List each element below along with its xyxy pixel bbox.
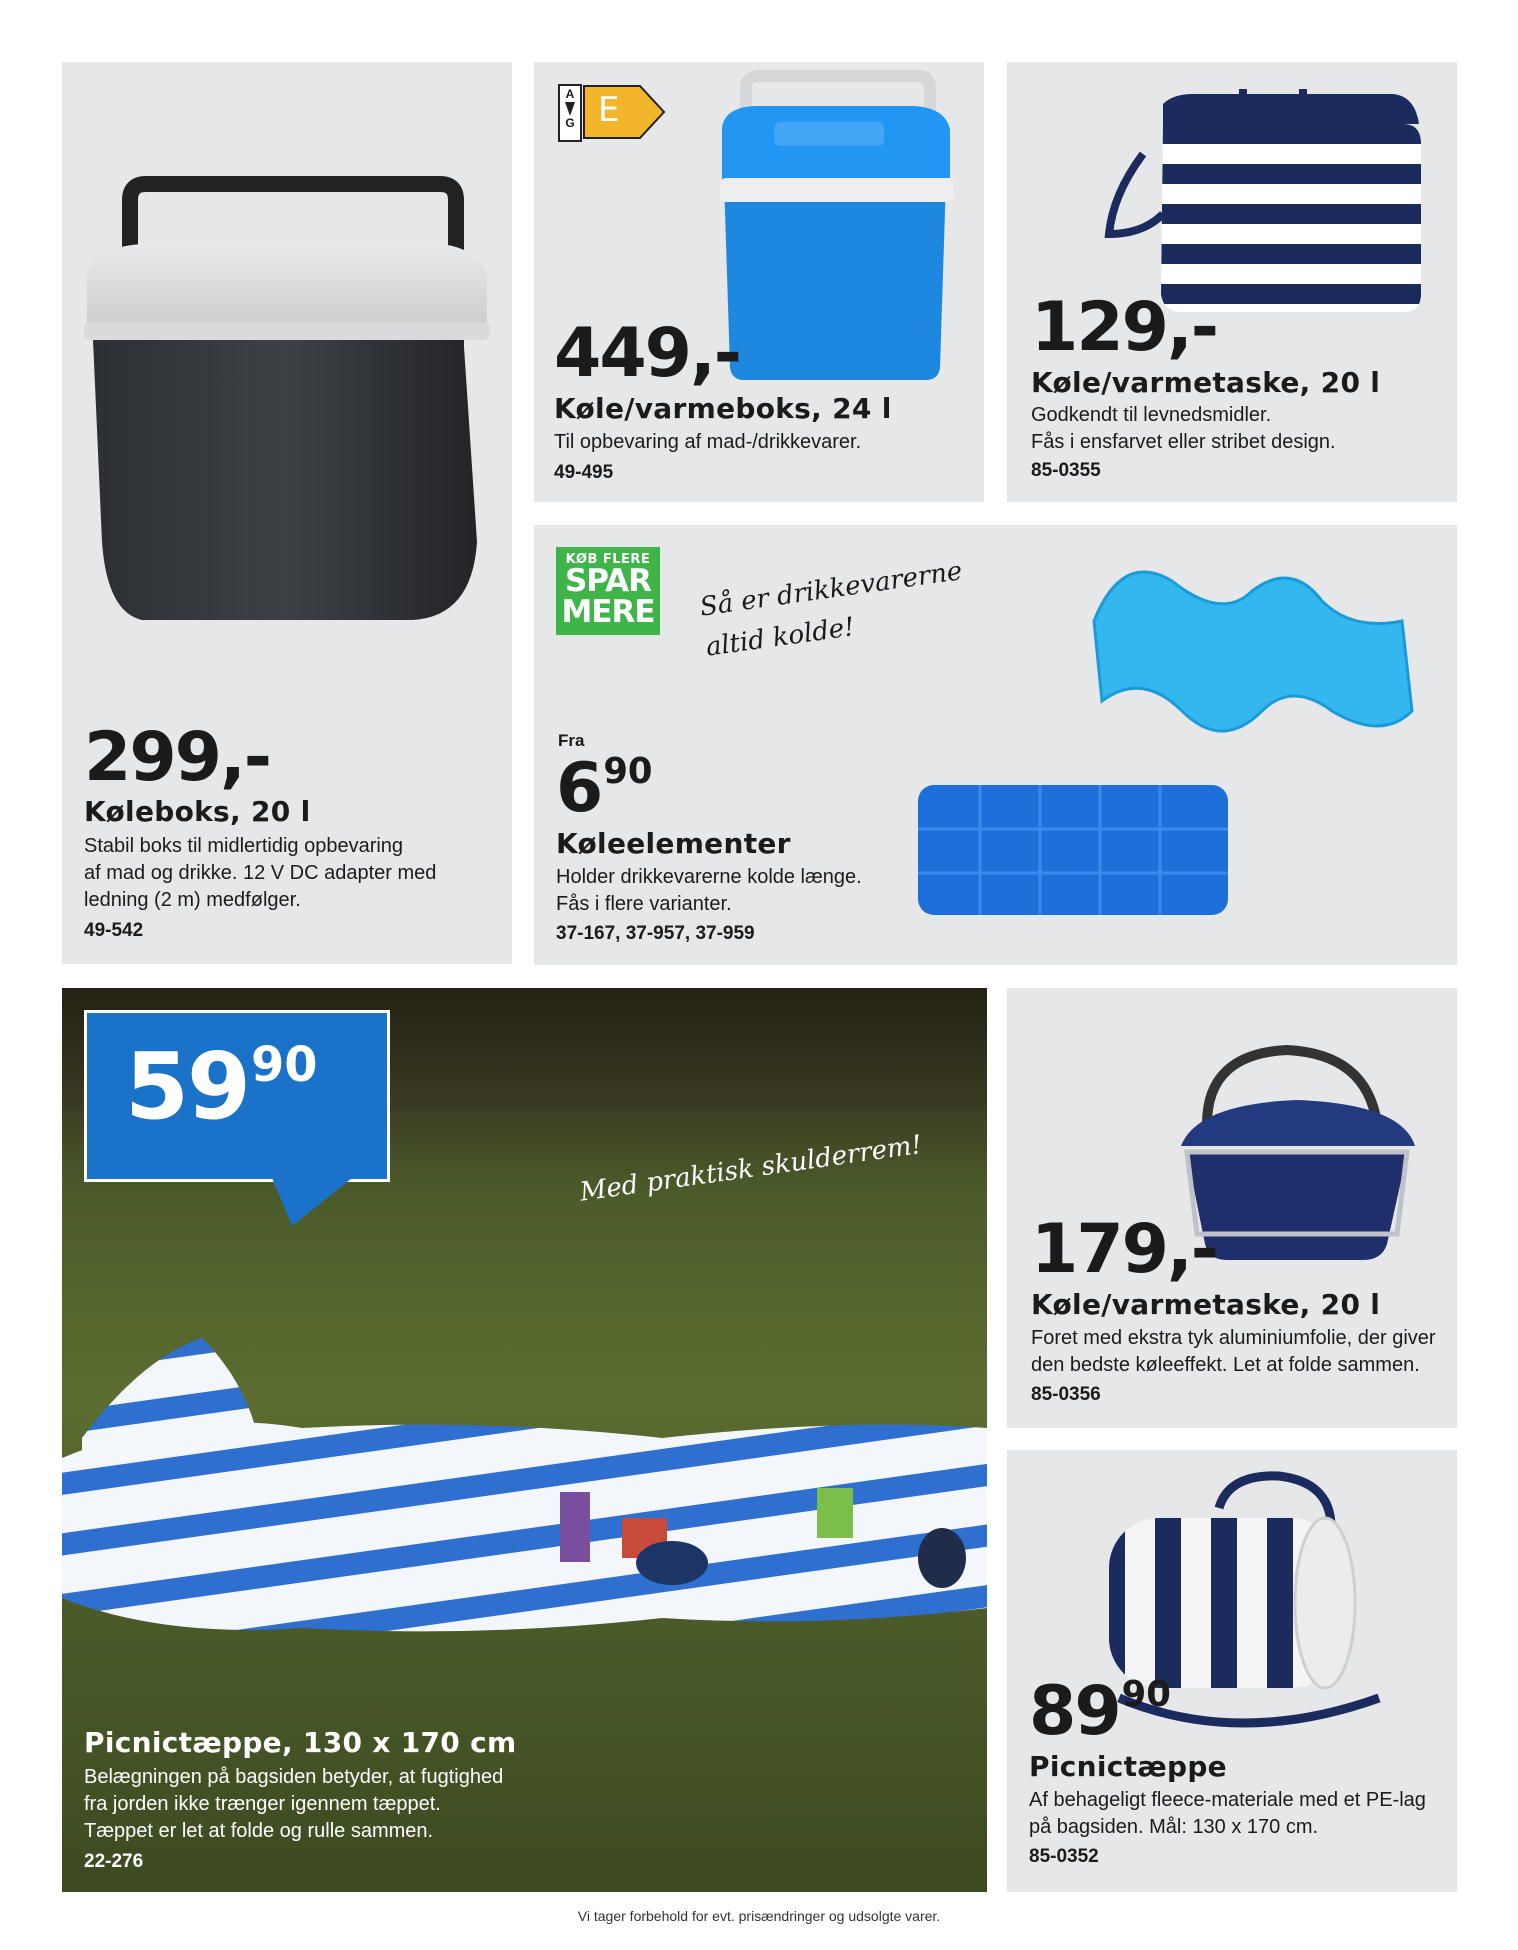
product-title: Picnictæppe — [1029, 1750, 1227, 1783]
product-card-picnic-blanket-photo[interactable] — [62, 988, 987, 1892]
price — [125, 1033, 318, 1140]
product-description-line: Til opbevaring af mad-/drikkevarer. — [554, 431, 862, 453]
tagline-line: Så er drikkevarerne — [698, 556, 965, 623]
price-integer: 89 — [1029, 1672, 1120, 1751]
product-title: Køleelementer — [556, 827, 791, 860]
product-title: Køle/varmetaske, 20 l — [1031, 1288, 1381, 1321]
buy-more-save-more-badge — [556, 547, 660, 635]
price-decimals: 90 — [1121, 1674, 1171, 1716]
block-ice-pack-image — [910, 777, 1240, 927]
product-description-line: fra jorden ikke trænger igennem tæppet. — [84, 1793, 441, 1815]
price-from-label: Fra — [558, 731, 585, 750]
product-description-line: Holder drikkevarerne kolde længe. — [556, 866, 862, 888]
badge-line: KØB FLERE — [565, 552, 651, 567]
product-description-line: af mad og drikke. 12 V DC adapter med — [84, 862, 437, 884]
wave-ice-pack-image — [1082, 551, 1422, 751]
price-decimals: 90 — [251, 1037, 318, 1093]
price-integer: 6 — [556, 749, 602, 828]
product-description-line: Stabil boks til midlertidig opbevaring — [84, 835, 404, 857]
price — [1029, 1672, 1171, 1751]
product-sku: 85-0355 — [1031, 460, 1101, 481]
energy-scale-top: A — [565, 87, 575, 101]
disclaimer-footnote: Vi tager forbehold for evt. prisændringer og udsolgte varer. — [577, 1908, 941, 1924]
energy-scale-arrow-icon — [565, 102, 575, 116]
product-description-line: Foret med ekstra tyk aluminiumfolie, der giver — [1031, 1327, 1436, 1349]
coolbox-black-image — [62, 172, 512, 692]
product-sku: 85-0352 — [1029, 1846, 1099, 1867]
energy-label — [558, 84, 662, 140]
product-description-line: Godkendt til levnedsmidler. — [1031, 404, 1272, 426]
price: 179,- — [1031, 1210, 1217, 1289]
product-description-line: Belægningen på bagsiden betyder, at fugtighed — [84, 1766, 504, 1788]
badge-line: MERE — [561, 594, 655, 630]
product-card-picnic-blanket-rolled[interactable] — [1007, 1450, 1457, 1892]
price: 449,- — [554, 314, 740, 393]
price-bubble — [84, 1010, 390, 1182]
coolbox-blue-image — [714, 68, 974, 388]
price-decimals: 90 — [603, 751, 653, 793]
price-bubble-tail-icon — [272, 1178, 352, 1228]
product-title: Køle/varmeboks, 24 l — [554, 392, 892, 425]
product-title: Køle/varmetaske, 20 l — [1031, 366, 1381, 399]
product-description-line: Tæppet er let at folde og rulle sammen. — [84, 1820, 434, 1842]
product-card-cooler-bag-striped[interactable] — [1007, 62, 1457, 502]
price: 129,- — [1031, 288, 1217, 367]
product-description-line: den bedste køleeffekt. Let at folde sammen. — [1031, 1354, 1420, 1376]
product-card-cooler-basket[interactable] — [1007, 988, 1457, 1428]
badge-line: SPAR — [564, 563, 652, 599]
price — [556, 749, 653, 828]
price: 299,- — [84, 718, 270, 797]
product-sku: 85-0356 — [1031, 1384, 1101, 1405]
product-description-line: Fås i ensfarvet eller stribet design. — [1031, 431, 1336, 453]
product-description-line: Af behageligt fleece-materiale med et PE-lag — [1029, 1789, 1426, 1811]
price-integer: 59 — [125, 1033, 250, 1140]
product-card-coolbox-20[interactable] — [62, 62, 512, 964]
energy-class: E — [598, 90, 620, 130]
product-card-ice-packs[interactable] — [534, 525, 1457, 965]
tagline: Med praktisk skulderrem! — [578, 1129, 924, 1208]
product-title: Picnictæppe, 130 x 170 cm — [84, 1726, 517, 1759]
product-sku: 49-495 — [554, 462, 614, 483]
product-description-line: ledning (2 m) medfølger. — [84, 889, 301, 911]
product-sku: 49-542 — [84, 920, 144, 941]
energy-class-arrow-icon — [582, 84, 666, 140]
product-sku: 22-276 — [84, 1851, 144, 1872]
tagline-line: altid kolde! — [704, 612, 857, 663]
product-description-line: Fås i flere varianter. — [556, 893, 732, 915]
product-sku: 37-167, 37-957, 37-959 — [556, 923, 755, 944]
product-card-coolbox-24[interactable] — [534, 62, 984, 502]
product-title: Køleboks, 20 l — [84, 795, 311, 828]
energy-scale-bottom: G — [565, 116, 575, 130]
product-description-line: på bagsiden. Mål: 130 x 170 cm. — [1029, 1816, 1319, 1838]
